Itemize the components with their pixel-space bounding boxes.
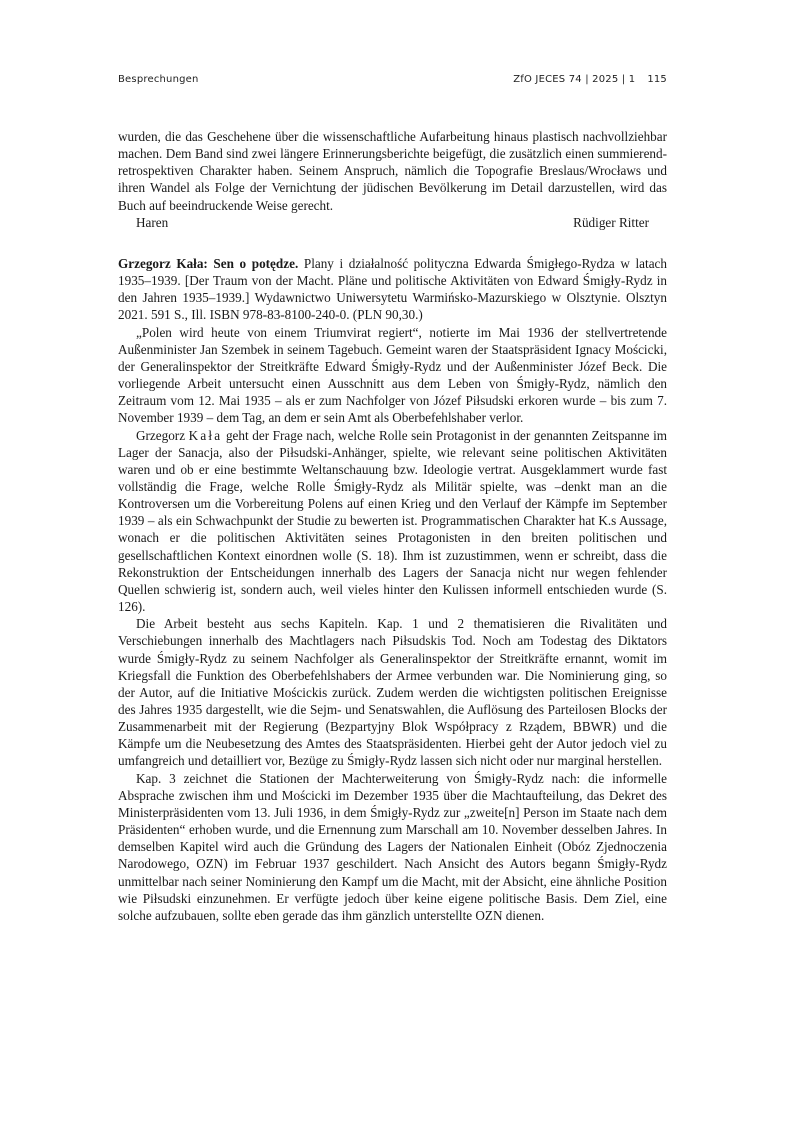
author-surname-spaced: Kała	[188, 427, 223, 443]
section-title: Besprechungen	[118, 74, 199, 85]
reviewer-place: Haren	[136, 214, 169, 230]
review-paragraph-1: „Polen wird heute von einem Triumvirat regiert“, notierte im Mai 1936 der stellvertretende Außenminister Jan Szembek in seinem Tagebuch. Gemeint waren der Staatspräsident Ignacy Mościcki, der Generalinspektor der Streitkräfte Edward Śmigły-Rydz und der Außenminister Józef Beck. Die vorliegende Arbeit untersucht einen Ausschnitt aus dem Leben von Śmigły-Rydz, nämlich den Zeitraum vom 12. Mai 1935 – als er zum Nachfolger von Józef Piłsudski erkoren wurde – bis zum 7. November 1939 – dem Tag, an dem er sein Amt als Oberbefehlshaber verlor.	[118, 324, 667, 426]
review-author-title: Grzegorz Kała: Sen o potędze.	[118, 255, 299, 271]
page-number: 115	[647, 74, 667, 85]
review-paragraph-2-text: geht der Frage nach, welche Rolle sein Protagonist in der genannten Zeitspanne im Lager der Sanacja, also der Piłsudski-Anhänger, spielte, wie relevant seine politischen Aktivitäten waren und ob er eine bestimmte Weltanschauung bzw. Ideologie vertrat. Ausgeklammert wurde fast vollständig die Frage, welche Rolle Śmigły-Rydz als Militär spielte, was –denkt man an die Kontroversen um die Vorbereitung Polens auf einen Krieg und den Verlauf der Kämpfe im September 1939 – als ein Schwachpunkt der Studie zu bewerten ist. Programmatischen Charakter hat K.s Aussage, wonach er die politischen Aktivitäten seines Protagonisten in den breiten politischen und gesellschaftlichen Kontext einordnen wolle (S. 18). Ihm ist zuzustimmen, wenn er schreibt, dass die Rekonstruktion der Entscheidungen innerhalb des Lagers der Sanacja nicht nur wegen fehlender Quellen schwierig ist, sondern auch, weil vieles hinter den Kulissen informell entschieden wurde (S. 126).	[118, 427, 668, 615]
reviewer-name: Rüdiger Ritter	[573, 214, 649, 230]
review-paragraph-3: Die Arbeit besteht aus sechs Kapiteln. Kap. 1 und 2 thematisieren die Rivalitäten und Verschiebungen innerhalb des Machtlagers nach Piłsudskis Tod. Noch am Todestag des Diktators wurde Śmigły-Rydz zu seinem Nachfolger als Generalinspektor der Streitkräfte ernannt, womit im Kriegsfall die Funktion des Oberbefehlshabers der Armee verbunden war. Die Nominierung ging, so der Autor, auf die Initiative Mościckis zurück. Zudem werden die wichtigsten politischen Ereignisse des Jahres 1935 dargestellt, wie die Sejm- und Senatswahlen, die Auflösung des Parteilosen Blocks der Zusammenarbeit mit der Regierung (Bezpartyjny Blok Współpracy z Rządem, BBWR) und die Kämpfe um die Neubesetzung des Amtes des Staatspräsidenten. Hierbei geht der Autor jedoch viel zu umfangreich und detailliert vor, Bezüge zu Śmigły-Rydz lassen sich nicht oder nur marginal herstellen.	[118, 616, 667, 769]
review-paragraph-4: Kap. 3 zeichnet die Stationen der Machterweiterung von Śmigły-Rydz nach: die informelle Absprache zwischen ihm und Mościcki im Dezember 1935 über die Machtaufteilung, das Dekret des Ministerpräsidenten vom 13. Juli 1936, in dem Śmigły-Rydz zur „zweite[n] Person im Staate nach dem Präsidenten“ erhoben wurde, und die Ernennung zum Marschall am 10. November desselben Jahres. In demselben Kapitel wird auch die Gründung des Lagers der Nationalen Einheit (Obóz Zjednoczenia Narodowego, OZN) im Februar 1937 geschildert. Nach Ansicht des Autors begann Śmigły-Rydz unmittelbar nach seiner Nominierung den Kampf um die Macht, mit der Absicht, eine ähnliche Position wie Piłsudski einzunehmen. Er verfügte jedoch über keine eigene politische Basis. Dem Ziel, eine solche aufzubauen, sollte eben gerade das ihm gänzlich unterstellte OZN dienen.	[118, 770, 667, 923]
reviewer-signature	[118, 214, 667, 231]
journal-citation: ZfO JECES 74 | 2025 | 1	[513, 74, 636, 85]
journal-info	[513, 74, 667, 85]
previous-review-closing: wurden, die das Geschehene über die wissenschaftliche Aufarbeitung hinaus plastisch nachvollziehbar machen. Dem Band sind zwei längere Erinnerungsberichte beigefügt, die zusätzlich einen summierend-retrospektiven Charakter haben. Seinem Anspruch, nämlich die Topografie Breslaus/Wrocławs und ihren Wandel als Folge der Vernichtung der jüdischen Bevölkerung im Detail darzustellen, wird das Buch auf beeindruckende Weise gerecht.	[118, 129, 667, 213]
review-paragraph-2	[118, 427, 667, 616]
section-gap	[118, 231, 667, 255]
author-first-name: Grzegorz	[136, 427, 186, 443]
review-bibliographic-details: Plany i działalność polityczna Edwarda Śmigłego-Rydza w latach 1935–1939. [Der Traum von der Macht. Pläne und politische Aktivitäten von Edward Śmigły-Rydz in den Jahren 1935–1939.] Wydawnictwo Uniwersytetu Warmińsko-Mazurskiego w Olsztynie. Olsztyn 2021. 591 S., Ill. ISBN 978-83-8100-240-0. (PLN 90,30.)	[118, 255, 667, 323]
review-bibliography	[118, 255, 667, 324]
page-body	[118, 128, 667, 924]
